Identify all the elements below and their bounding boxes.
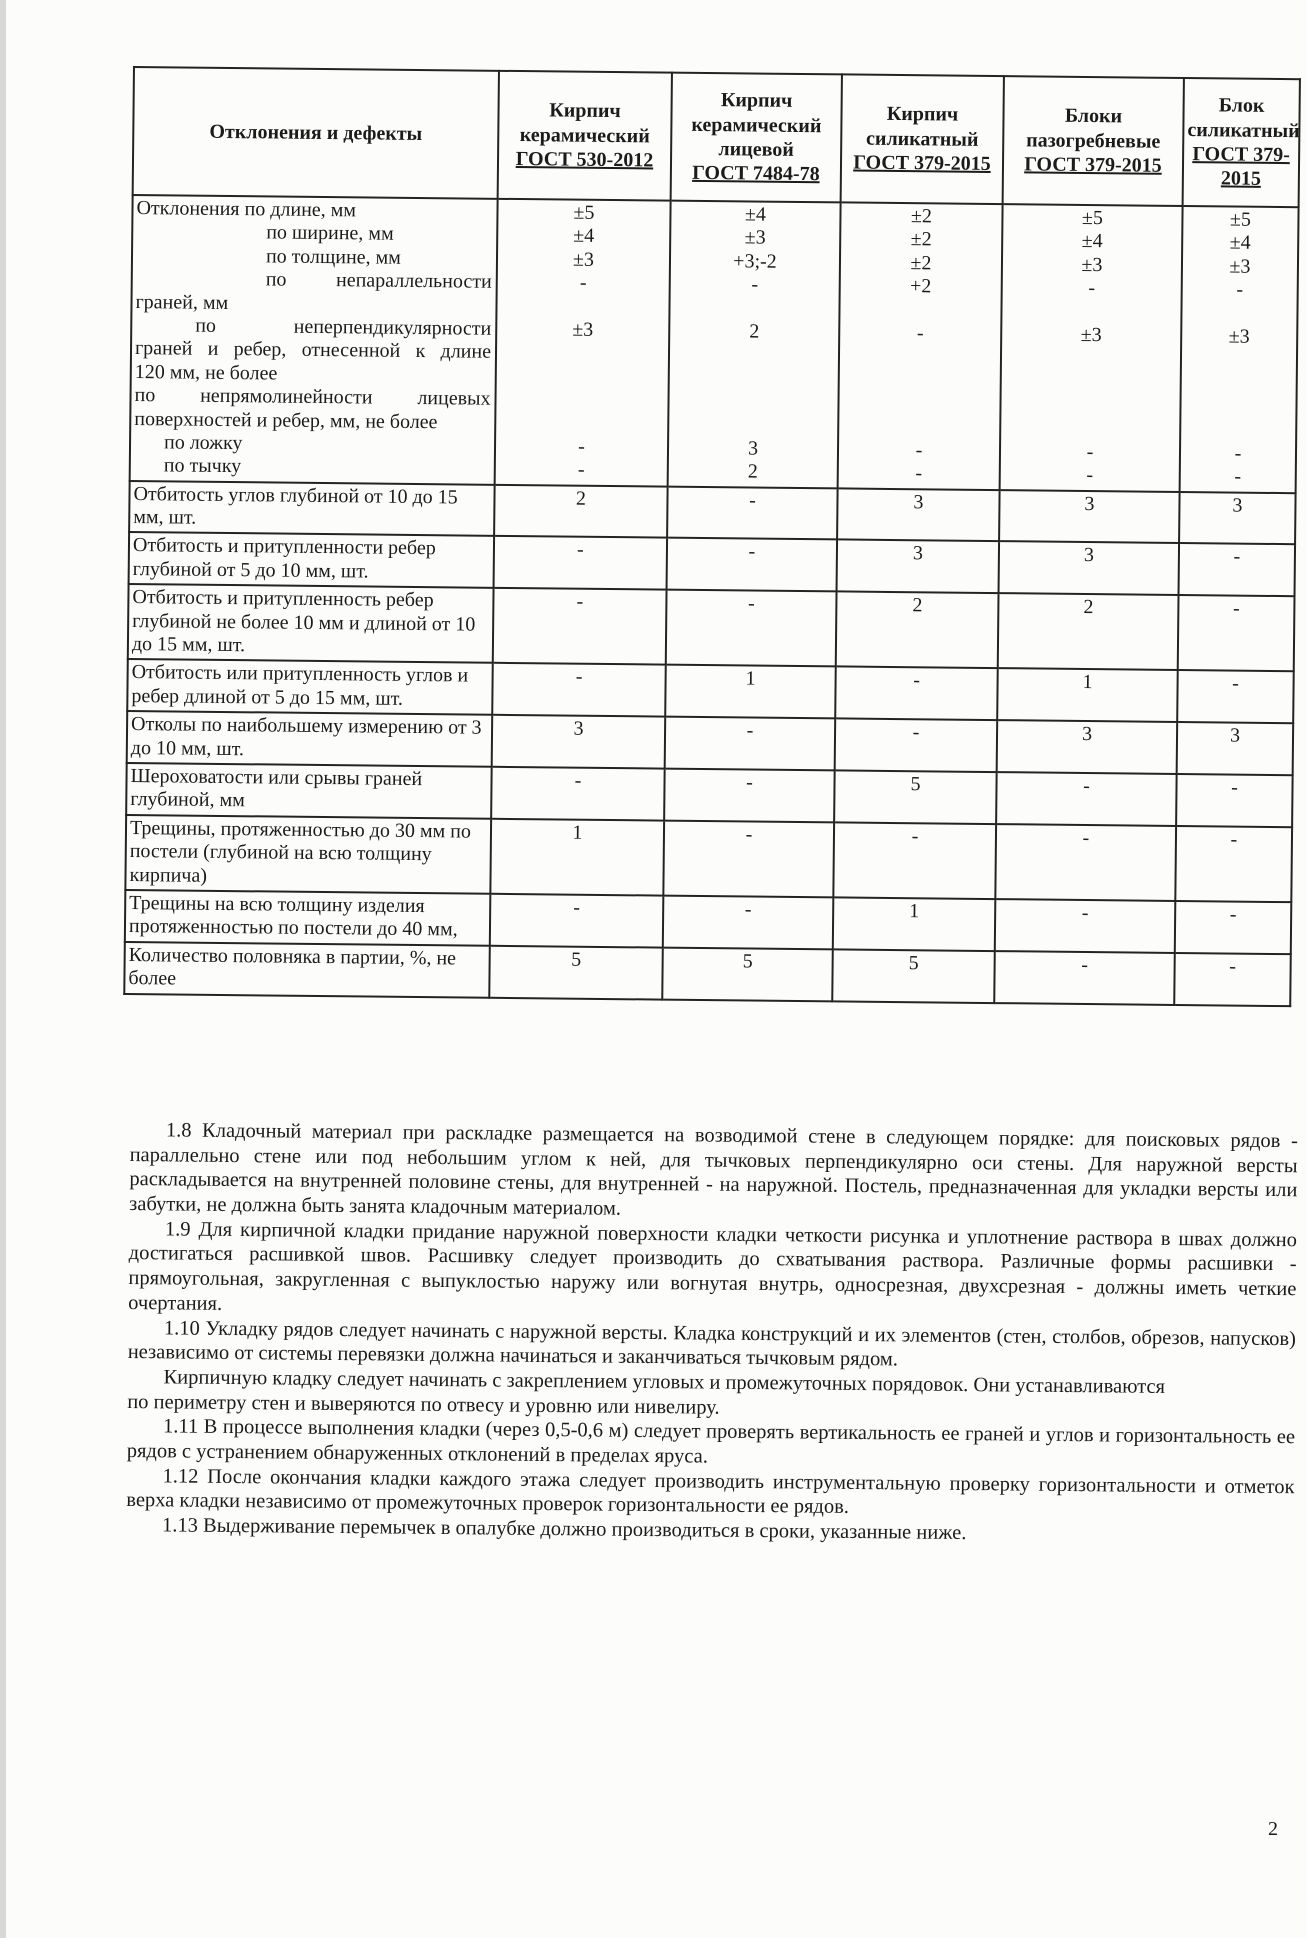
table-cell: 3 <box>999 542 1180 596</box>
table-row <box>124 942 1290 1006</box>
col-ceramic-values: ±5 ±4 ±3 - ±3 - - <box>495 199 671 486</box>
row-label: Отбитость или притупленность углов и ребер длиной от 5 до 15 мм, шт. <box>127 659 493 715</box>
table-cell: 2 <box>998 593 1179 670</box>
row-label: Отбитость и притупленности ребер глубиной от 5 до 10 мм, шт. <box>129 532 495 588</box>
table-cell: 1 <box>490 819 664 896</box>
table-cell: - <box>490 894 664 948</box>
col-silicate-block-values: ±5 ±4 ±3 - ±3 - - <box>1180 206 1299 493</box>
row-label: Отбитость углов глубиной от 10 до 15 мм, шт. <box>129 481 495 537</box>
label-nonparallel: по непараллельности <box>265 268 492 293</box>
table-cell: - <box>1178 595 1295 671</box>
row-label: Отбитость и притупленность ребер глубиной не более 10 мм и длиной от 10 до 15 мм, шт. <box>128 584 494 663</box>
table-cell: 3 <box>1179 492 1296 545</box>
table-cell: - <box>493 588 667 665</box>
table-cell: - <box>833 822 996 899</box>
table-row <box>128 584 1295 671</box>
paragraph-1-12: 1.12 После окончания кладки каждого этажа следует производить инструментальную проверку горизонтальности и отметок верха кладки независимо от промежуточных проверок горизонтальности ее рядов. <box>126 1464 1295 1519</box>
table-cell: 3 <box>1177 722 1294 775</box>
table-cell: 2 <box>494 484 668 538</box>
table-cell: - <box>1174 953 1291 1006</box>
gost-reference: ГОСТ 379-2015 <box>1024 153 1162 177</box>
table-cell: - <box>665 717 836 771</box>
table-cell: 5 <box>834 770 997 823</box>
table-cell: 2 <box>836 592 999 669</box>
col-blocks-values: ±5 ±4 ±3 - ±3 - - <box>1000 204 1183 492</box>
table-cell: - <box>667 538 838 592</box>
gost-reference: ГОСТ 379-2015 <box>1192 143 1290 191</box>
header-ceramic-brick: Кирпич керамический ГОСТ 530-2012 <box>498 71 672 201</box>
table-cell: - <box>1176 774 1293 827</box>
table-cell: - <box>996 772 1177 826</box>
row-label: Количество половняка в партии, %, не более <box>124 942 490 998</box>
table-cell: - <box>835 667 998 720</box>
row-label: Трещины на всю толщину изделия протяженностью по постели до 40 мм, <box>125 890 491 946</box>
header-silicate-block: Блок силикатный ГОСТ 379-2015 <box>1183 78 1300 207</box>
table-cell: - <box>494 536 668 590</box>
table-cell: 1 <box>997 669 1178 723</box>
row-label: Трещины, протяженностью до 30 мм по постели (глубиной на всю толщину кирпича) <box>125 815 491 894</box>
col-facing-values: ±4 ±3 +3;-2 - 2 3 2 <box>668 201 841 488</box>
table-cell: - <box>663 820 834 897</box>
paragraph-1-10-b: Кирпичную кладку следует начинать с закреплением угловых и промежуточных порядовок. Они устанавливаются <box>163 1366 1166 1398</box>
label-nonperpendicular-cont: граней и ребер, отнесенной к длине <box>134 337 492 364</box>
paragraph-1-10: 1.10 Укладку рядов следует начинать с наружной версты. Кладка конструкций и их элементов (стен, столбов, обрезов, напусков) независимо от системы перевязки должна начинаться и заканчиваться тычковым рядом. <box>127 1316 1297 1371</box>
label-thickness: по толщине, мм <box>265 245 402 269</box>
table-cell: - <box>1175 901 1292 954</box>
table-cell: 1 <box>833 897 996 950</box>
label-nonparallel-cont: граней, мм <box>135 290 229 314</box>
table-cell: - <box>835 719 998 772</box>
label-header: по тычку <box>163 454 242 478</box>
table-cell: - <box>663 896 834 950</box>
gost-reference: ГОСТ 379-2015 <box>853 151 991 176</box>
gost-reference: ГОСТ 7484-78 <box>692 162 820 186</box>
table-cell: - <box>664 769 835 823</box>
defects-table <box>123 66 1301 1007</box>
paragraph-1-11: 1.11 В процессе выполнения кладки (через 0,5-0,6 м) следует проверять вертикальность ее граней и углов и горизонтальность ее рядов с устранением обнаруженных отклонений в пределах яруса. <box>126 1415 1296 1468</box>
header-tongue-groove-blocks: Блоки пазогребневые ГОСТ 379-2015 <box>1003 76 1184 206</box>
table-cell: 3 <box>999 490 1180 544</box>
table-cell: - <box>666 590 837 667</box>
table-cell: 3 <box>837 540 1000 593</box>
body-text <box>126 1118 1298 1549</box>
table-cell: 5 <box>832 949 995 1002</box>
label-nonperpendicular: по неперпендикулярности <box>195 314 492 340</box>
table-cell: 3 <box>997 720 1178 774</box>
table-cell: 5 <box>662 947 833 1001</box>
label-length: Отклонения по длине, мм <box>136 197 357 222</box>
row-label: Отколы по наибольшему измерению от 3 до 10 мм, шт. <box>127 711 493 767</box>
table-cell: - <box>667 486 838 540</box>
header-defects: Отклонения и дефекты <box>133 67 499 199</box>
table-cell: - <box>491 767 665 821</box>
paragraph-1-13: 1.13 Выдерживание перемычек в опалубке должно производиться в сроки, указанные ниже. <box>161 1514 967 1545</box>
gost-reference: ГОСТ 530-2012 <box>515 148 654 172</box>
page-number: 2 <box>1268 1818 1278 1840</box>
label-width: по ширине, мм <box>266 221 394 246</box>
row-label: Шероховатости или срывы граней глубиной, мм <box>126 763 492 819</box>
table-cell: 3 <box>492 715 666 769</box>
label-nonstraight-cont: поверхностей и ребер, мм, не более <box>134 407 438 433</box>
table-cell: - <box>994 951 1175 1005</box>
header-silicate-brick: Кирпич силикатный ГОСТ 379-2015 <box>841 74 1004 204</box>
header-ceramic-facing-brick: Кирпич керамический лицевой ГОСТ 7484-78 <box>671 73 842 203</box>
table-header-row <box>133 67 1300 207</box>
label-nonperpendicular-cont2: 120 мм, не более <box>134 360 278 385</box>
label-stretcher: по ложку <box>163 431 243 455</box>
table-cell: 5 <box>489 946 663 1000</box>
dimension-deviation-labels <box>130 195 498 484</box>
paragraph-1-9: 1.9 Для кирпичной кладки придание наружной поверхности кладки четкости рисунка и уплотнение раствора в швах должно достигаться расшивкой швов. Расшивку следует производить до схватывания раствора. Различные формы расшивки - прямоугольная, закругленная с выпуклостью наружу или вогнутая внутрь, односрезная, двухсрезная - должны иметь четкие очертания. <box>128 1218 1297 1315</box>
table-cell: 3 <box>837 488 1000 541</box>
paragraph-1-10-c: по периметру стен и выверяются по отвесу и уровню или нивелиру. <box>127 1390 720 1419</box>
table-cell: 1 <box>665 665 836 719</box>
table-row-dimension-deviations <box>130 195 1299 493</box>
scan-edge-shadow <box>0 0 6 1938</box>
table-cell: - <box>1175 826 1292 902</box>
table-cell: - <box>995 899 1176 953</box>
table-cell: - <box>995 824 1176 901</box>
col-silicate-brick-values: ±2 ±2 ±2 +2 - - - <box>838 202 1003 489</box>
table-row <box>125 815 1292 902</box>
table-cell: - <box>492 663 666 717</box>
paragraph-1-8: 1.8 Кладочный материал при раскладке размещается на возводимой стене в следующем порядке: для поисковых рядов - параллельно стене или под небольшим углом к ней, для тычковых перпендикулярно оси стены. Для наружной версты раскладывается на внутренней половине стены, для внутренней - на наружной. Постель, предназначенная для укладки версты или забутки, не должна быть занята кладочным материалом. <box>129 1119 1298 1220</box>
table-cell: - <box>1177 670 1294 723</box>
label-nonstraight: по непрямолинейности лицевых <box>134 384 491 410</box>
table-cell: - <box>1179 543 1296 596</box>
